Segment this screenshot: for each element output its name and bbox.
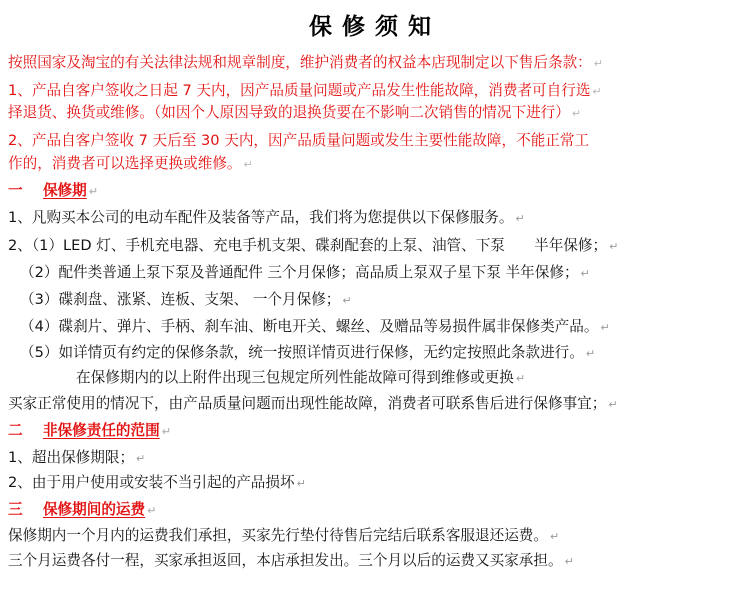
section-1-heading: 一 保修期 ↵ (8, 182, 98, 199)
return-mark: ↵ (593, 57, 603, 70)
non-warranty-item-1: 1、超出保修期限； ↵ (8, 449, 146, 466)
return-mark: ↵ (571, 107, 582, 120)
return-mark: ↵ (88, 185, 98, 198)
return-mark: ↵ (600, 321, 610, 334)
warranty-item-2-1: 2、（1）LED 灯、手机充电器、充电手机支架、碟刹配套的上泵、油管、下泵 半年保修； ↵ (8, 237, 619, 254)
return-mark: ↵ (342, 294, 352, 307)
shipping-line-2: 三个月运费各付一程，买家承担返回，本店承担发出。三个月以后的运费又买家承担。 ↵ (8, 552, 574, 569)
section-2-heading: 二 非保修责任的范围 ↵ (8, 422, 171, 439)
return-mark: ↵ (609, 240, 619, 253)
warranty-claim-line: 买家正常使用的情况下，由产品质量问题而出现性能故障，消费者可联系售后进行保修事宜； ↵ (8, 395, 618, 412)
return-mark: ↵ (564, 555, 574, 568)
warranty-item-1: 1、凡购买本公司的电动车配件及装备等产品，我们将为您提供以下保修服务。 ↵ (8, 209, 525, 226)
return-mark: ↵ (515, 212, 525, 225)
section-3-heading: 三 保修期间的运费 ↵ (8, 501, 157, 518)
return-mark: ↵ (296, 477, 306, 490)
shipping-line-1: 保修期内一个月内的运费我们承担，买家先行垫付待售后完结后联系客服退还运费。 ↵ (8, 527, 560, 544)
return-mark: ↵ (592, 85, 602, 98)
policy-2-line-1: 2、产品自客户签收 7 天后至 30 天内，因产品质量问题或发生主要性能故障，不能正常工 (8, 132, 590, 149)
policy-1-line-2: 择退货、换货或维修。（如因个人原因导致的退换货要在不影响二次销售的情况下进行） ↵ (8, 104, 582, 121)
return-mark: ↵ (515, 372, 526, 385)
policy-1-line-1: 1、产品自客户签收之日起 7 天内，因产品质量问题或产品发生性能故障，消费者可自行选 ↵ (8, 82, 602, 99)
warranty-item-2-2: （2）配件类普通上泵下泵及普通配件 三个月保修；高品质上泵双子星下泵 半年保修； ↵ (20, 264, 590, 281)
intro-line: 按照国家及淘宝的有关法律法规和规章制度，维护消费者的权益本店现制定以下售后条款： ↵ (8, 54, 603, 71)
warranty-item-2-3: （3）碟刹盘、涨紧、连板、支架、 一个月保修； ↵ (20, 291, 352, 308)
return-mark: ↵ (136, 452, 146, 465)
return-mark: ↵ (608, 398, 618, 411)
return-mark: ↵ (585, 347, 596, 360)
warranty-note: 在保修期内的以上附件出现三包规定所列性能故障可得到维修或更换 ↵ (76, 369, 526, 386)
policy-2-line-2: 作的，消费者可以选择更换或维修。 ↵ (8, 155, 253, 172)
return-mark: ↵ (580, 267, 590, 280)
non-warranty-item-2: 2、由于用户使用或安装不当引起的产品损坏 ↵ (8, 474, 306, 491)
warranty-item-2-5: （5）如详情页有约定的保修条款，统一按照详情页进行保修，无约定按照此条款进行。 ↵ (20, 344, 596, 361)
return-mark: ↵ (161, 425, 171, 438)
return-mark: ↵ (243, 158, 253, 171)
return-mark: ↵ (147, 504, 157, 517)
return-mark: ↵ (549, 530, 560, 543)
page-title: 保修须知 (309, 13, 441, 40)
warranty-item-2-4: （4）碟刹片、弹片、手柄、刹车油、断电开关、螺丝、及赠品等易损件属非保修类产品。 ↵ (20, 318, 610, 335)
